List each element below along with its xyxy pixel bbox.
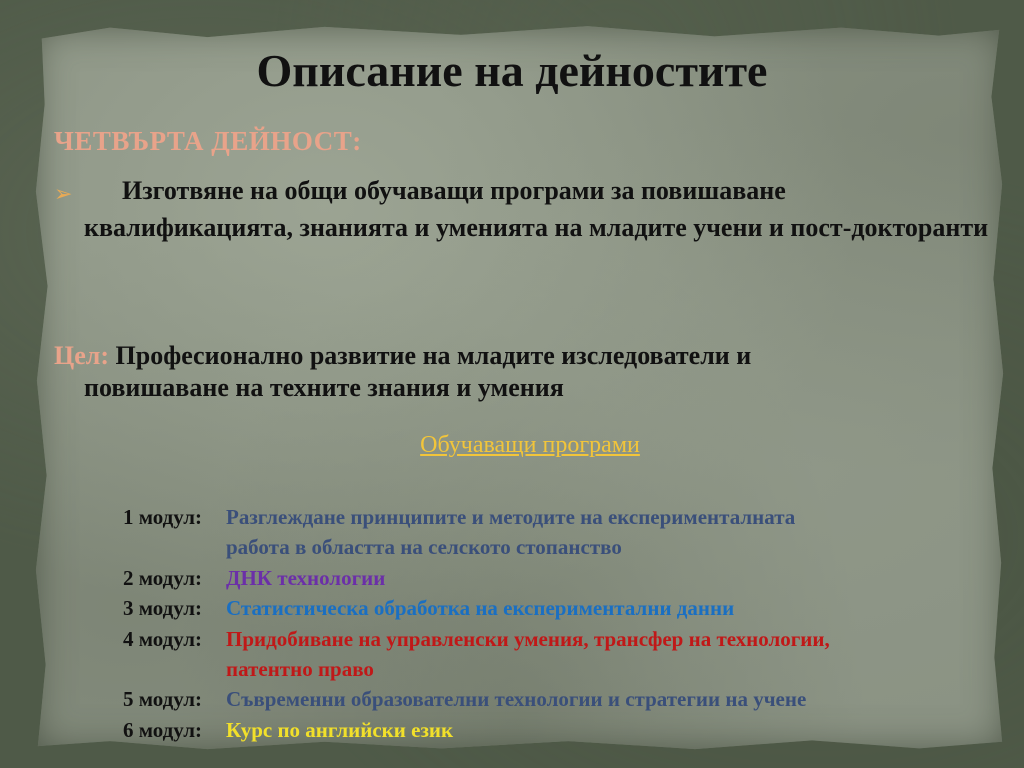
goal-text-line-2: повишаване на техните знания и умения: [84, 373, 564, 402]
activity-heading: ЧЕТВЪРТА ДЕЙНОСТ:: [54, 126, 362, 156]
module-text-line: патентно право: [226, 657, 374, 682]
module-item-5: [123, 684, 1003, 714]
module-number: 1 модул:: [123, 505, 203, 529]
module-number: 6 модул:: [123, 717, 203, 742]
module-text-line: Придобиване на управленски умения, трансфер на технологии,: [226, 626, 830, 651]
module-number: 2 модул:: [123, 565, 203, 590]
bullet-item: [54, 172, 999, 246]
module-text: [226, 624, 1003, 685]
goal-text-line-1: Професионално развитие на младите изследователи и: [115, 341, 752, 370]
module-text: Курс по английски език: [226, 717, 454, 742]
module-item-2: [123, 563, 1003, 593]
module-item-6: [123, 715, 1003, 745]
training-programs-link[interactable]: Обучаващи програми: [420, 432, 640, 458]
arrow-bullet-icon: ➢: [54, 182, 73, 207]
goal-paragraph: [54, 340, 996, 404]
module-number: 5 модул:: [123, 687, 203, 712]
module-number: 4 модул:: [123, 626, 203, 651]
module-text: ДНК технологии: [226, 565, 386, 590]
module-text: Съвременни образователни технологии и стратегии на учене: [226, 687, 807, 712]
module-text: Статистическа обработка на експериментални данни: [226, 596, 735, 621]
bullet-text: Изготвяне на общи обучаващи програми за повишаване квалификацията, знанията и уменията на младите учени и пост-докторанти: [84, 176, 989, 242]
goal-label: Цел:: [54, 341, 110, 370]
slide-title: Описание на дейностите: [256, 45, 768, 96]
module-text-line: работа в областта на селското стопанство: [226, 535, 622, 560]
modules-list: [123, 502, 1003, 745]
module-number: 3 модул:: [123, 596, 203, 621]
module-item-1: [123, 502, 1003, 563]
module-item-4: [123, 624, 1003, 685]
module-item-3: [123, 593, 1003, 623]
module-text: [226, 502, 1003, 563]
module-text-line: Разглеждане принципите и методите на експерименталната: [226, 505, 796, 529]
